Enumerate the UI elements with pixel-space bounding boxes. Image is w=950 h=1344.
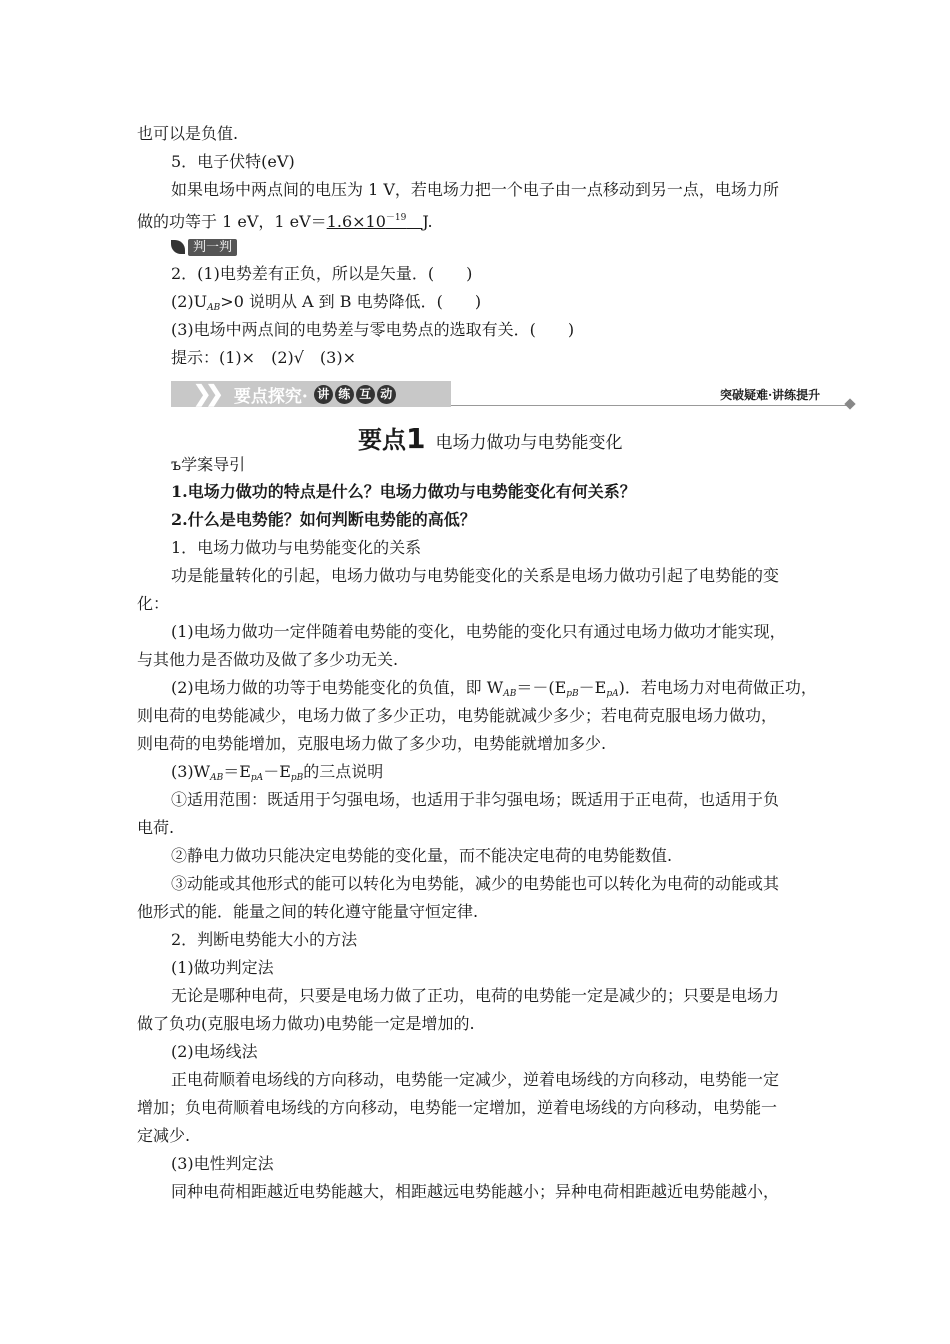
paragraph-line bbox=[171, 678, 817, 704]
text: －E bbox=[263, 762, 291, 781]
paragraph-line: 定减少. bbox=[137, 1126, 191, 1145]
paragraph-line: 他形式的能．能量之间的转化遵守能量守恒定律. bbox=[137, 902, 479, 921]
banner-title: 要点探究· bbox=[233, 386, 308, 407]
paragraph-line: 做了负功(克服电场力做功)电势能一定是增加的. bbox=[137, 1014, 475, 1033]
text: 要点 bbox=[358, 426, 406, 454]
paragraph-line: 无论是哪种电荷，只要是电场力做了正功，电荷的电势能一定是减少的；只要是电场力 bbox=[171, 986, 780, 1005]
banner-marks bbox=[314, 385, 396, 404]
paragraph-line bbox=[171, 762, 383, 788]
method-heading: (2)电场线法 bbox=[171, 1042, 258, 1061]
leaf-icon bbox=[171, 240, 185, 254]
subscript: AB bbox=[210, 773, 224, 783]
judge-header bbox=[171, 238, 237, 256]
text: 做的功等于 1 eV，1 eV＝ bbox=[137, 212, 327, 231]
subscript: AB bbox=[503, 689, 517, 699]
text: . bbox=[427, 212, 433, 231]
paragraph-line: 则电荷的电势能增加，克服电场力做了多少功，电势能就增加多少. bbox=[137, 734, 607, 753]
paragraph-line bbox=[137, 208, 433, 232]
paragraph-line: 功是能量转化的引起，电场力做功与电势能变化的关系是电场力做功引起了电势能的变 bbox=[171, 566, 780, 585]
guide-question: 2.什么是电势能？如何判断电势能的高低？ bbox=[171, 510, 476, 529]
paragraph-line: 与其他力是否做功及做了多少功无关. bbox=[137, 650, 399, 669]
banner-rule bbox=[451, 405, 850, 406]
paragraph-line: 增加；负电荷顺着电场线的方向移动，电势能一定增加，逆着电场线的方向移动，电势能一 bbox=[137, 1098, 778, 1117]
text: ＝E bbox=[223, 762, 251, 781]
key-point-heading bbox=[358, 420, 622, 455]
banner-mark: 练 bbox=[335, 385, 354, 404]
text: 的三点说明 bbox=[303, 762, 384, 781]
key-label bbox=[358, 420, 425, 455]
guide-heading: ъ学案导引 bbox=[171, 455, 246, 474]
paragraph-line: 同种电荷相距越近电势能越大，相距越远电势能越小；异种电荷相距越近电势能越小， bbox=[171, 1182, 780, 1201]
paragraph-line: ②静电力做功只能决定电势能的变化量，而不能决定电荷的电势能数值. bbox=[171, 846, 673, 865]
text: (2)U bbox=[171, 292, 208, 311]
banner-mark: 动 bbox=[377, 385, 396, 404]
subscript: AB bbox=[207, 303, 221, 313]
banner-mark: 互 bbox=[356, 385, 375, 404]
text: 1.6×10 bbox=[326, 212, 386, 231]
section-banner bbox=[171, 381, 451, 407]
paragraph-line: ③动能或其他形式的能可以转化为电势能，减少的电势能也可以转化为电荷的动能或其 bbox=[171, 874, 780, 893]
judge-tag: 判一判 bbox=[188, 239, 237, 256]
subscript: pB bbox=[290, 773, 304, 783]
method-heading: (1)做功判定法 bbox=[171, 958, 274, 977]
key-number: 1 bbox=[406, 422, 426, 455]
text: (2)电场力做的功等于电势能变化的负值，即 W bbox=[171, 678, 504, 697]
guide-question: 1.电场力做功的特点是什么？电场力做功与电势能变化有何关系？ bbox=[171, 482, 636, 501]
text: (3)W bbox=[171, 762, 211, 781]
exponent: －19 bbox=[385, 213, 407, 223]
paragraph-line: 化： bbox=[137, 594, 170, 613]
paragraph-line: (1)电场力做功一定伴随着电势能的变化，电势能的变化只有通过电场力做功才能实现， bbox=[171, 622, 786, 641]
subscript: pB bbox=[566, 689, 579, 699]
section-heading: 2．判断电势能大小的方法 bbox=[171, 930, 358, 949]
text: J bbox=[422, 212, 428, 231]
section-heading: 5．电子伏特(eV) bbox=[171, 152, 295, 171]
judge-item: 2．(1)电势差有正负，所以是矢量．( ) bbox=[171, 264, 473, 283]
paragraph-line: 如果电场中两点间的电压为 1 V，若电场力把一个电子由一点移动到另一点，电场力所 bbox=[171, 180, 779, 199]
judge-item bbox=[171, 292, 481, 318]
subscript: pA bbox=[606, 689, 619, 699]
text: ＝－(E bbox=[516, 678, 567, 697]
method-heading: (3)电性判定法 bbox=[171, 1154, 274, 1173]
text: －E bbox=[578, 678, 607, 697]
paragraph-line: ①适用范围：既适用于匀强电场，也适用于非匀强电场；既适用于正电荷，也适用于负 bbox=[171, 790, 780, 809]
text: )．若电场力对电荷做正功， bbox=[618, 678, 817, 697]
judge-item: (3)电场中两点间的电势差与零电势点的选取有关．( ) bbox=[171, 320, 575, 339]
section-heading: 1．电场力做功与电势能变化的关系 bbox=[171, 538, 422, 557]
text: >0 说明从 A 到 B 电势降低．( ) bbox=[220, 292, 482, 311]
paragraph-line: 正电荷顺着电场线的方向移动，电势能一定减少，逆着电场线的方向移动，电势能一定 bbox=[171, 1070, 780, 1089]
banner-mark: 讲 bbox=[314, 385, 333, 404]
chevron-icon: ❯❯ bbox=[193, 381, 218, 407]
paragraph-line: 则电荷的电势能减少，电场力做了多少正功，电势能就减少多少；若电荷克服电场力做功， bbox=[137, 706, 778, 725]
paragraph-line: 电荷. bbox=[137, 818, 175, 837]
hint: 提示：(1)× (2)√ (3)× bbox=[171, 348, 357, 367]
key-title: 电场力做功与电势能变化 bbox=[435, 433, 623, 453]
subscript: pA bbox=[250, 773, 264, 783]
answer-blank bbox=[327, 212, 423, 231]
banner-right-label: 突破疑难·讲练提升 bbox=[720, 388, 821, 402]
paragraph-line: 也可以是负值. bbox=[137, 124, 239, 143]
diamond-icon bbox=[844, 398, 855, 409]
